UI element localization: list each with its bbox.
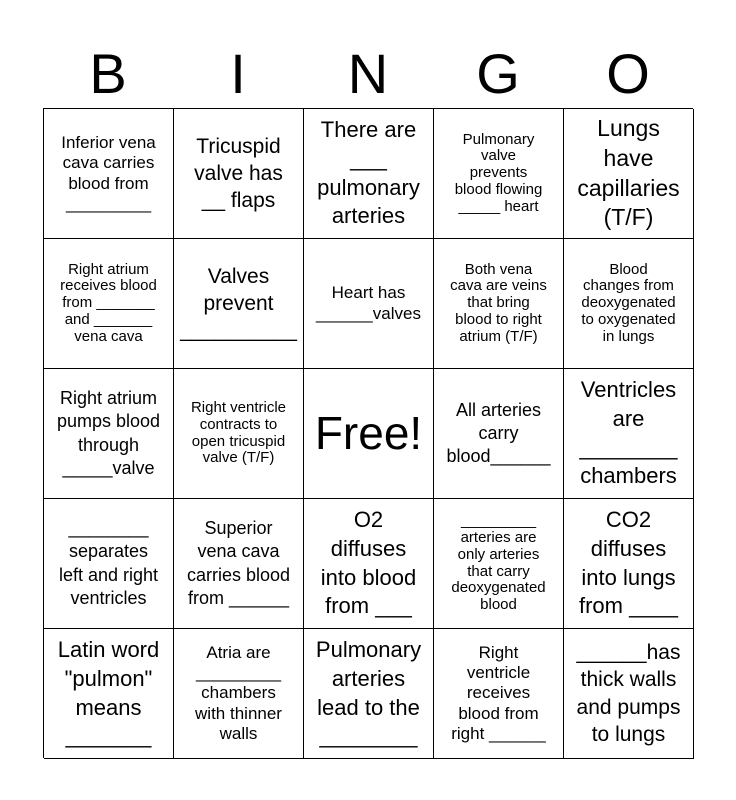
bingo-cell: Lungs have capillaries (T/F) [564, 109, 694, 239]
bingo-cell: Inferior vena cava carries blood from _________ [44, 109, 174, 239]
bingo-header [43, 40, 693, 108]
bingo-cell: Tricuspid valve has __ flaps [174, 109, 304, 239]
bingo-cell: Right atrium pumps blood through _____valve [44, 369, 174, 499]
bingo-cell: Both vena cava are veins that bring blood to right atrium (T/F) [434, 239, 564, 369]
bingo-cell: Pulmonary arteries lead to the ________ [304, 629, 434, 759]
bingo-cell: Atria are _________ chambers with thinner walls [174, 629, 304, 759]
bingo-cell: All arteries carry blood______ [434, 369, 564, 499]
header-letter-i: I [230, 42, 246, 105]
bingo-cell: ________ separates left and right ventricles [44, 499, 174, 629]
bingo-cell: Right ventricle contracts to open tricuspid valve (T/F) [174, 369, 304, 499]
header-letter-o: O [606, 42, 650, 105]
free-space: Free! [304, 369, 434, 499]
bingo-cell: Pulmonary valve prevents blood flowing _____ heart [434, 109, 564, 239]
bingo-cell: Superior vena cava carries blood from ______ [174, 499, 304, 629]
bingo-cell: Valves prevent __________ [174, 239, 304, 369]
bingo-cell: CO2 diffuses into lungs from ____ [564, 499, 694, 629]
bingo-cell: Ventricles are ________ chambers [564, 369, 694, 499]
bingo-cell: Right atrium receives blood from _______ and _______ vena cava [44, 239, 174, 369]
bingo-cell: There are ___ pulmonary arteries [304, 109, 434, 239]
bingo-cell: Blood changes from deoxygenated to oxygenated in lungs [564, 239, 694, 369]
header-letter-b: B [89, 42, 127, 105]
bingo-grid [43, 108, 693, 758]
bingo-cell: _________ arteries are only arteries that carry deoxygenated blood [434, 499, 564, 629]
bingo-cell: O2 diffuses into blood from ___ [304, 499, 434, 629]
header-letter-n: N [347, 42, 389, 105]
bingo-cell: Heart has ______valves [304, 239, 434, 369]
bingo-cell: Latin word "pulmon" means _______ [44, 629, 174, 759]
header-letter-g: G [476, 42, 520, 105]
bingo-cell: Right ventricle receives blood from right ______ [434, 629, 564, 759]
bingo-cell: ______has thick walls and pumps to lungs [564, 629, 694, 759]
